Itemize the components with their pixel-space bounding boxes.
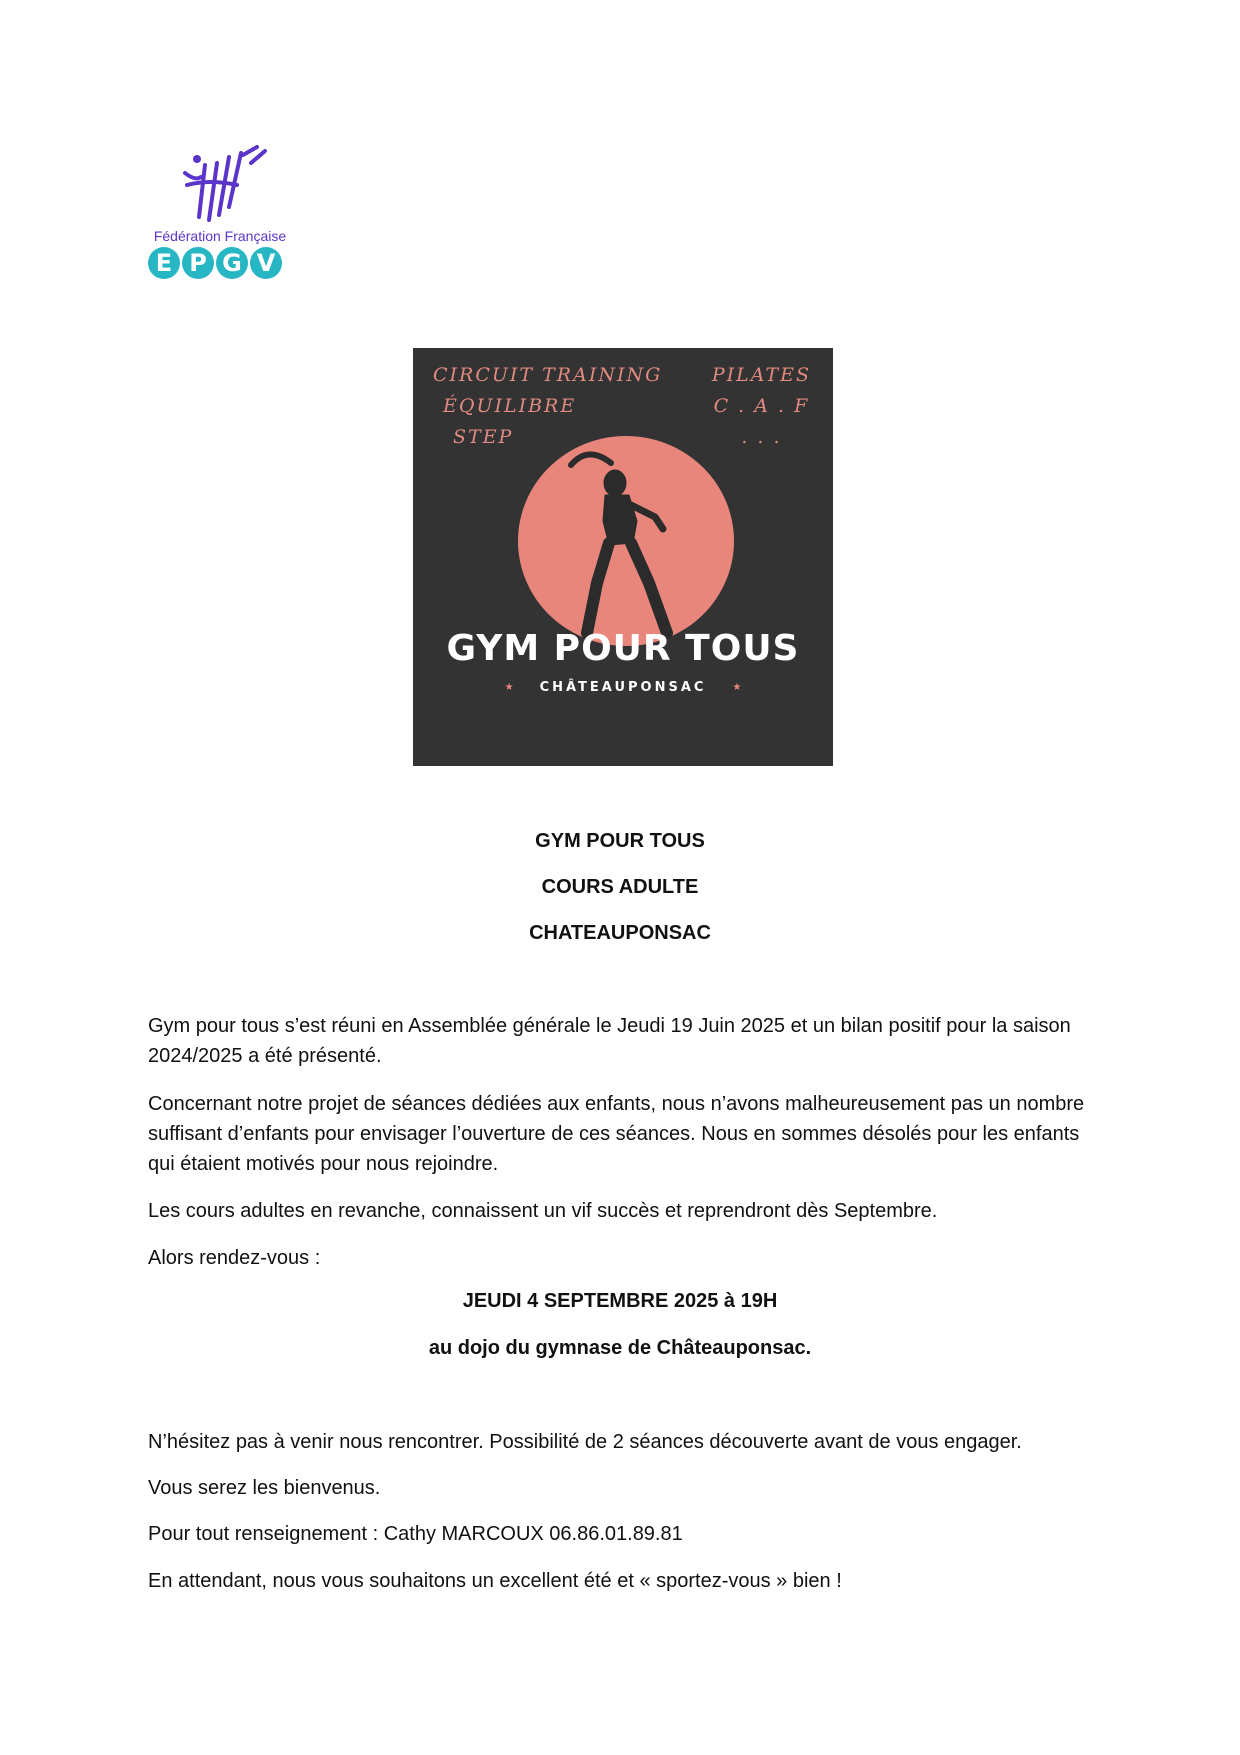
logo-letter: P <box>182 247 214 279</box>
star-icon: ★ <box>732 682 742 693</box>
poster-title: GYM POUR TOUS <box>446 628 800 669</box>
poster-activity: STEP <box>453 426 514 448</box>
paragraph-ete: En attendant, nous vous souhaitons un excellent été et « sportez-vous » bien ! <box>148 1570 842 1592</box>
logo-letter: V <box>250 247 282 279</box>
gym-poster <box>413 348 833 766</box>
logo-letter: E <box>148 247 180 279</box>
rendezvous-place: au dojo du gymnase de Châteauponsac. <box>428 1337 812 1359</box>
heading-cours-adulte: COURS ADULTE <box>541 876 699 898</box>
poster-activity: PILATES <box>711 364 811 386</box>
paragraph-assemblee: Gym pour tous s’est réuni en Assemblée générale le Jeudi 19 Juin 2025 et un bilan positif pour la saison 2024/2025 a été présenté. <box>148 1015 1071 1067</box>
star-icon: ★ <box>504 682 514 693</box>
paragraph-bienvenus: Vous serez les bienvenus. <box>148 1477 381 1499</box>
poster-subtitle: CHÂTEAUPONSAC <box>539 680 707 695</box>
heading-gym-pour-tous: GYM POUR TOUS <box>535 830 705 852</box>
paragraph-contact: Pour tout renseignement : Cathy MARCOUX 06.86.01.89.81 <box>148 1523 683 1545</box>
paragraph-decouverte: N’hésitez pas à venir nous rencontrer. Possibilité de 2 séances découverte avant de vous engager. <box>148 1431 1022 1453</box>
paragraph-cours-adultes: Les cours adultes en revanche, connaissent un vif succès et reprendront dès Septembre. <box>148 1200 938 1222</box>
rendezvous-date: JEUDI 4 SEPTEMBRE 2025 à 19H <box>462 1290 778 1312</box>
paragraph-enfants: Concernant notre projet de séances dédiées aux enfants, nous n’avons malheureusement pas un nombre suffisant d’enfants pour envisager l’ouverture de ces séances. Nous en sommes désolés pour les enfants qui étaient motivés pour nous rejoindre. <box>148 1093 1085 1175</box>
poster-activity: . . . <box>741 426 782 448</box>
poster-subtitle-row <box>413 680 833 695</box>
epgv-logo <box>145 145 295 285</box>
poster-activity: CIRCUIT TRAINING <box>433 364 663 386</box>
stretching-woman-icon <box>563 443 693 643</box>
epgv-letters <box>148 247 282 279</box>
heading-chateauponsac: CHATEAUPONSAC <box>529 922 711 944</box>
poster-activity: C . A . F <box>713 395 810 417</box>
paragraph-rendezvous: Alors rendez-vous : <box>148 1247 321 1269</box>
logo-letter: G <box>216 247 248 279</box>
federation-label: Fédération Française <box>153 228 287 244</box>
gymnast-figures-icon <box>165 145 275 225</box>
poster-activity: ÉQUILIBRE <box>443 395 577 417</box>
poster-activities-right <box>712 360 811 453</box>
